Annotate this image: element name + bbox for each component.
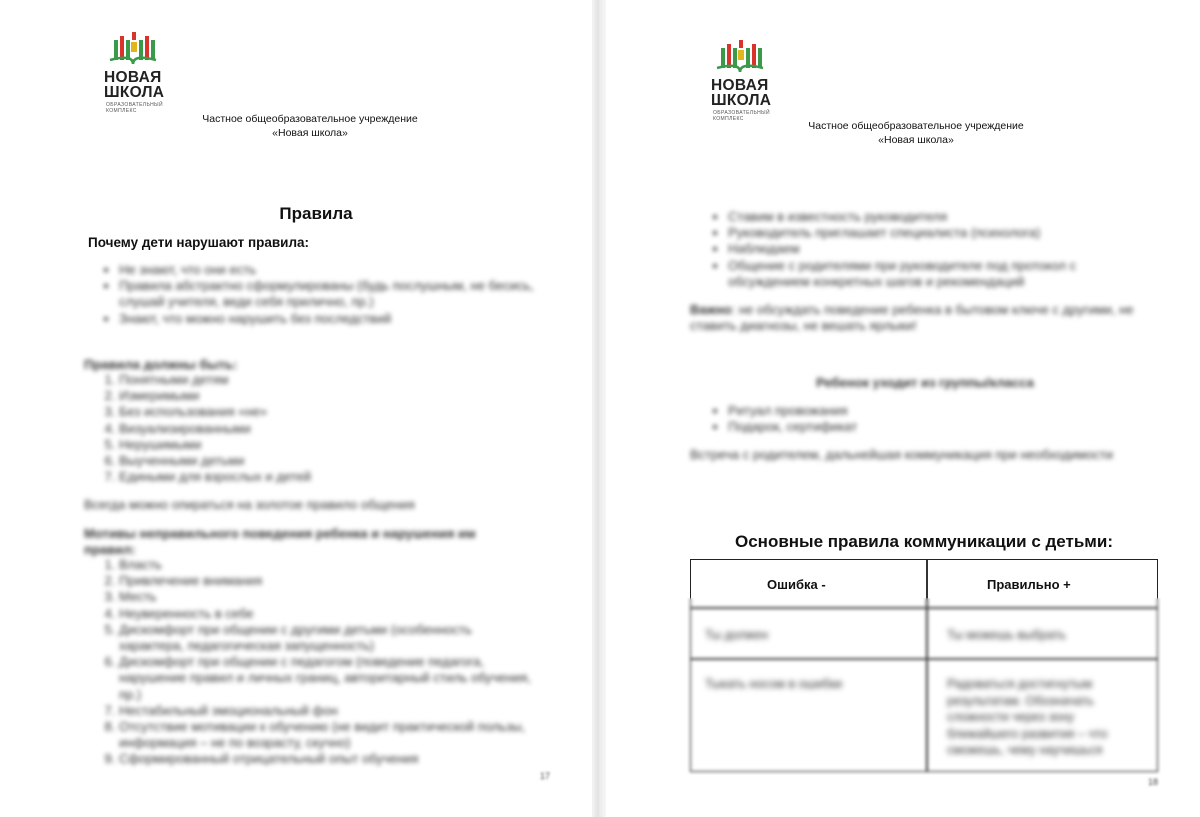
table-cell: Ты можешь выбрать [947,628,1066,642]
list-item: 6. Дискомфорт при общении с педагогом (поведение педагога, нарушение правил и личных границ, авторитарный стиль обучения, пр.) [119,654,539,703]
list-item: 7. Едиными для взрослых и детей [119,469,539,485]
rules-list [101,372,539,485]
important-note: Важно: не обсуждать поведение ребенка в бытовом ключе с другими, не ставить диагнозы, не вешать ярлыки! [690,302,1134,333]
logo-subtitle: ОБРАЗОВАТЕЛЬНЫЙ КОМПЛЕКС [106,102,163,114]
column-header-wrong: Ошибка - [767,577,826,592]
book-logo-icon [715,38,765,76]
list-item: 5. Дискомфорт при общении с другими детьми (особенность характера, педагогическая запущенность) [119,622,539,654]
page-number: 17 [540,771,551,781]
list-item: • Наблюдаем [728,241,1148,257]
table-title: Основные правила коммуникации с детьми: [735,532,1113,551]
document-page-left [0,0,592,817]
list-item: 9. Сформированный отрицательный опыт обучения [119,751,539,767]
list-item: • Руководитель приглашает специалиста (психолога) [728,225,1148,241]
section-heading-motives: Мотивы неправильного поведения ребенка и нарушения им правил: [84,526,476,557]
list-item: 2. Измеримыми [119,388,539,404]
list-item: 1. Понятными детям [119,372,539,388]
list-item: 8. Отсутствие мотивации к обучению (не видит практической пользы, информация – не по возрасту, скучно) [119,719,539,751]
list-item: • Общение с родителями при руководителе под протокол с обсуждением конкретных шагов и рекомендаций [728,258,1148,290]
page-number: 18 [1148,777,1159,787]
logo-brand: НОВАЯ ШКОЛА [711,77,772,109]
list-item: 1. Власть [119,557,539,573]
logo-subtitle: ОБРАЗОВАТЕЛЬНЫЙ КОМПЛЕКС [713,110,770,122]
list-item: • Подарок, сертификат [728,419,1128,435]
list-item: 4. Визуализированными [119,421,539,437]
header-organization: Частное общеобразовательное учреждение «Новая школа» [202,113,418,139]
column-header-right: Правильно + [987,577,1071,592]
why-list [101,262,539,327]
book-logo-icon [108,30,158,68]
list-item: • Знают, что можно нарушить без последствий [119,311,539,327]
parent-meeting-text: Встреча с родителем, дальнейшая коммуникация при необходимости [690,447,1114,462]
golden-rule-text: Всегда можно опираться на золотое правило общения [84,497,415,512]
list-item: 6. Выученными детьми [119,453,539,469]
list-item: • Ставим в известность руководителя [728,209,1148,225]
steps-list [710,209,1148,290]
list-item: 2. Привлечение внимания [119,573,539,589]
table-cell: Тыкать носом в ошибки [705,677,843,691]
section-heading-why: Почему дети нарушают правила: [88,235,310,250]
list-item: 7. Нестабильный эмоциональный фон [119,703,539,719]
list-item: 4. Неуверенность в себе [119,606,539,622]
header-organization: Частное общеобразовательное учреждение «Новая школа» [808,120,1024,146]
list-item: 3. Без использования «не» [119,404,539,420]
leave-list [710,403,1128,435]
document-page-right [606,0,1200,817]
table-blur-overlay [687,598,1161,775]
leave-heading: Ребенок уходит из группы/класса [816,375,1034,390]
list-item: • Ритуал провожания [728,403,1128,419]
list-item: • Правила абстрактно сформулированы (будь послушным, не бесись, слушай учителя, веди себя прилично, пр.) [119,278,539,310]
table-cell: Ты должен [705,628,769,642]
section-heading-rules: Правила должны быть: [84,357,238,372]
logo-brand: НОВАЯ ШКОЛА [104,69,165,101]
motives-list [101,557,539,768]
table-cell: Радоваться достигнутым результатам. Обозначать сложности через зону ближайшего развития – что сможешь, чему научишься [947,677,1108,757]
page-title: Правила [279,204,353,223]
communication-rules-table [690,559,1158,772]
list-item: • Не знают, что они есть [119,262,539,278]
list-item: 5. Нерушимыми [119,437,539,453]
list-item: 3. Месть [119,589,539,605]
page-gutter [592,0,606,817]
